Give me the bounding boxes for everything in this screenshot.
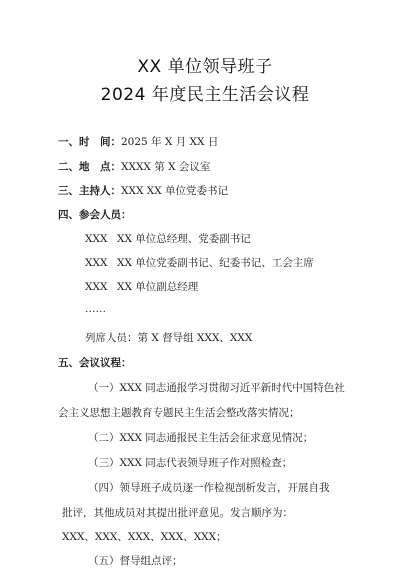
agenda-item-1-line-2: 会主义思想主题教育专题民主生活会整改落实情况； — [58, 407, 300, 419]
agenda-item-3: （三）XXX 同志代表领导班子作对照检查； — [88, 457, 293, 469]
attendee-role: XX 单位总经理、党委副书记 — [117, 233, 251, 245]
agenda-item-4-line-1: （四）领导班子成员逐一作检视剖析发言，开展自我 — [88, 482, 330, 494]
agenda-item-5: （五）督导组点评； — [88, 555, 183, 567]
time-row — [58, 134, 218, 149]
agenda-heading — [58, 355, 132, 370]
time-label: 一、时 间： — [58, 136, 121, 148]
host-row — [58, 183, 228, 198]
agenda-label: 五、会议议程： — [58, 357, 132, 369]
agenda-item-4-line-3: XXX、XXX、XXX、XXX、XXX； — [62, 531, 227, 543]
place-row — [58, 159, 210, 174]
title-line-2: 2024 年度民主生活会议程 — [100, 85, 310, 105]
place-label: 二、地 点： — [58, 161, 121, 173]
attendees-ellipsis: …… — [85, 303, 106, 315]
attendee-row — [85, 255, 314, 270]
attendee-role: XX 单位党委副书记、纪委书记、工会主席 — [117, 257, 314, 269]
attendee-name: XXX — [85, 257, 108, 269]
title-line-1: XX 单位领导班子 — [137, 57, 273, 77]
agenda-item-1-line-1: （一）XXX 同志通报学习贯彻习近平新时代中国特色社 — [88, 382, 345, 394]
host-value: XXX XX 单位党委书记 — [121, 185, 229, 197]
attendee-name: XXX — [85, 233, 108, 245]
attendee-name: XXX — [85, 281, 108, 293]
attendees-heading — [58, 207, 132, 222]
agenda-item-2: （二）XXX 同志通报民主生活会征求意见情况； — [88, 432, 314, 444]
attendee-role: XX 单位副总经理 — [117, 281, 199, 293]
attendee-row — [85, 279, 198, 294]
attendee-row — [85, 231, 251, 246]
place-value: XXXX 第 X 会议室 — [121, 161, 211, 173]
time-value: 2025 年 X 月 XX 日 — [121, 136, 219, 148]
observers-line: 列席人员：第 X 督导组 XXX、XXX — [85, 332, 253, 344]
attendees-label: 四、参会人员： — [58, 209, 132, 221]
host-label: 三、主持人： — [58, 185, 121, 197]
agenda-item-4-line-2: 批评，其他成员对其提出批评意见。发言顺序为： — [62, 507, 293, 519]
